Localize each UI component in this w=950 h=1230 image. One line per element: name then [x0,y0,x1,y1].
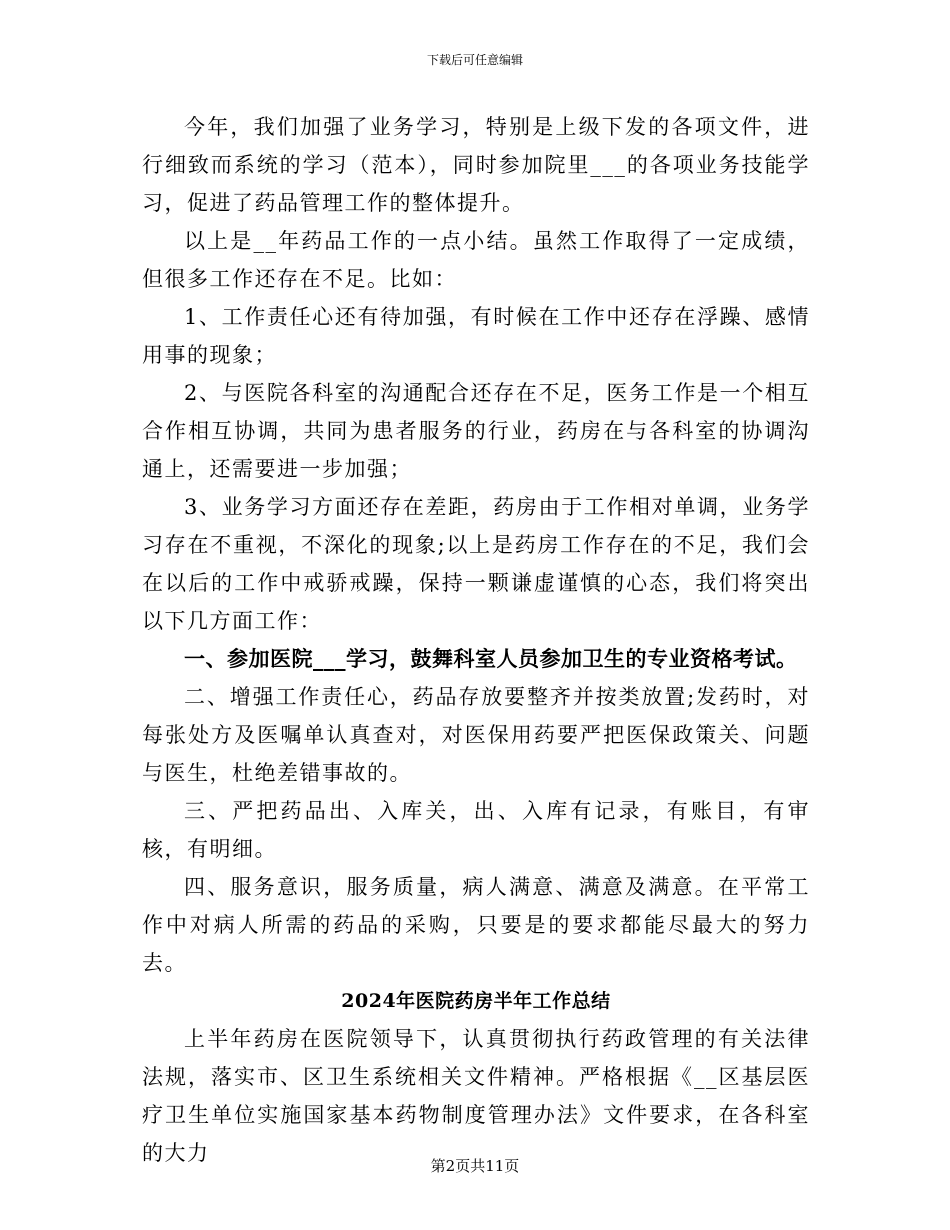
paragraph-issue-1: 1、工作责任心还有待加强，有时候在工作中还存在浮躁、感情用事的现象； [142,305,810,367]
document-body [142,108,810,1172]
section-title: 2024年医院药房半年工作总结 [341,990,611,1012]
page-footer: 第2页共11页 [430,1157,520,1175]
paragraph-plan-1: 一、参加医院___学习，鼓舞科室人员参加卫生的专业资格考试。 [184,646,798,671]
paragraph-summary: 以上是__年药品工作的一点小结。虽然工作取得了一定成绩，但很多工作还存在不足。比如： [142,229,810,291]
paragraph-issue-2: 2、与医院各科室的沟通配合还存在不足，医务工作是一个相互合作相互协调，共同为患者服务的行业，药房在与各科室的协调沟通上，还需要进一步加强； [142,381,810,481]
paragraph-plan-2: 二、增强工作责任心，药品存放要整齐并按类放置;发药时，对每张处方及医嘱单认真查对，对医保用药要严把医保政策关、问题与医生，杜绝差错事故的。 [142,685,810,785]
paragraph-issue-3: 3、业务学习方面还存在差距，药房由于工作相对单调，业务学习存在不重视，不深化的现象;以上是药房工作存在的不足，我们会在以后的工作中戒骄戒躁，保持一颗谦虚谨慎的心态，我们将突出以下几方面工作： [142,495,810,633]
paragraph-plan-3: 三、严把药品出、入库关，出、入库有记录，有账目，有审核，有明细。 [142,799,810,861]
paragraph-study: 今年，我们加强了业务学习，特别是上级下发的各项文件，进行细致而系统的学习（范本），同时参加院里___的各项业务技能学习，促进了药品管理工作的整体提升。 [142,115,810,215]
paragraph-plan-4: 四、服务意识，服务质量，病人满意、满意及满意。在平常工作中对病人所需的药品的采购，只要是的要求都能尽最大的努力去。 [142,875,810,975]
section-paragraph: 上半年药房在医院领导下，认真贯彻执行药政管理的有关法律法规，落实市、区卫生系统相关文件精神。严格根据《__区基层医疗卫生单位实施国家基本药物制度管理办法》文件要求，在各科室的大力 [142,1027,810,1165]
page-header: 下载后可任意编辑 [426,53,523,67]
